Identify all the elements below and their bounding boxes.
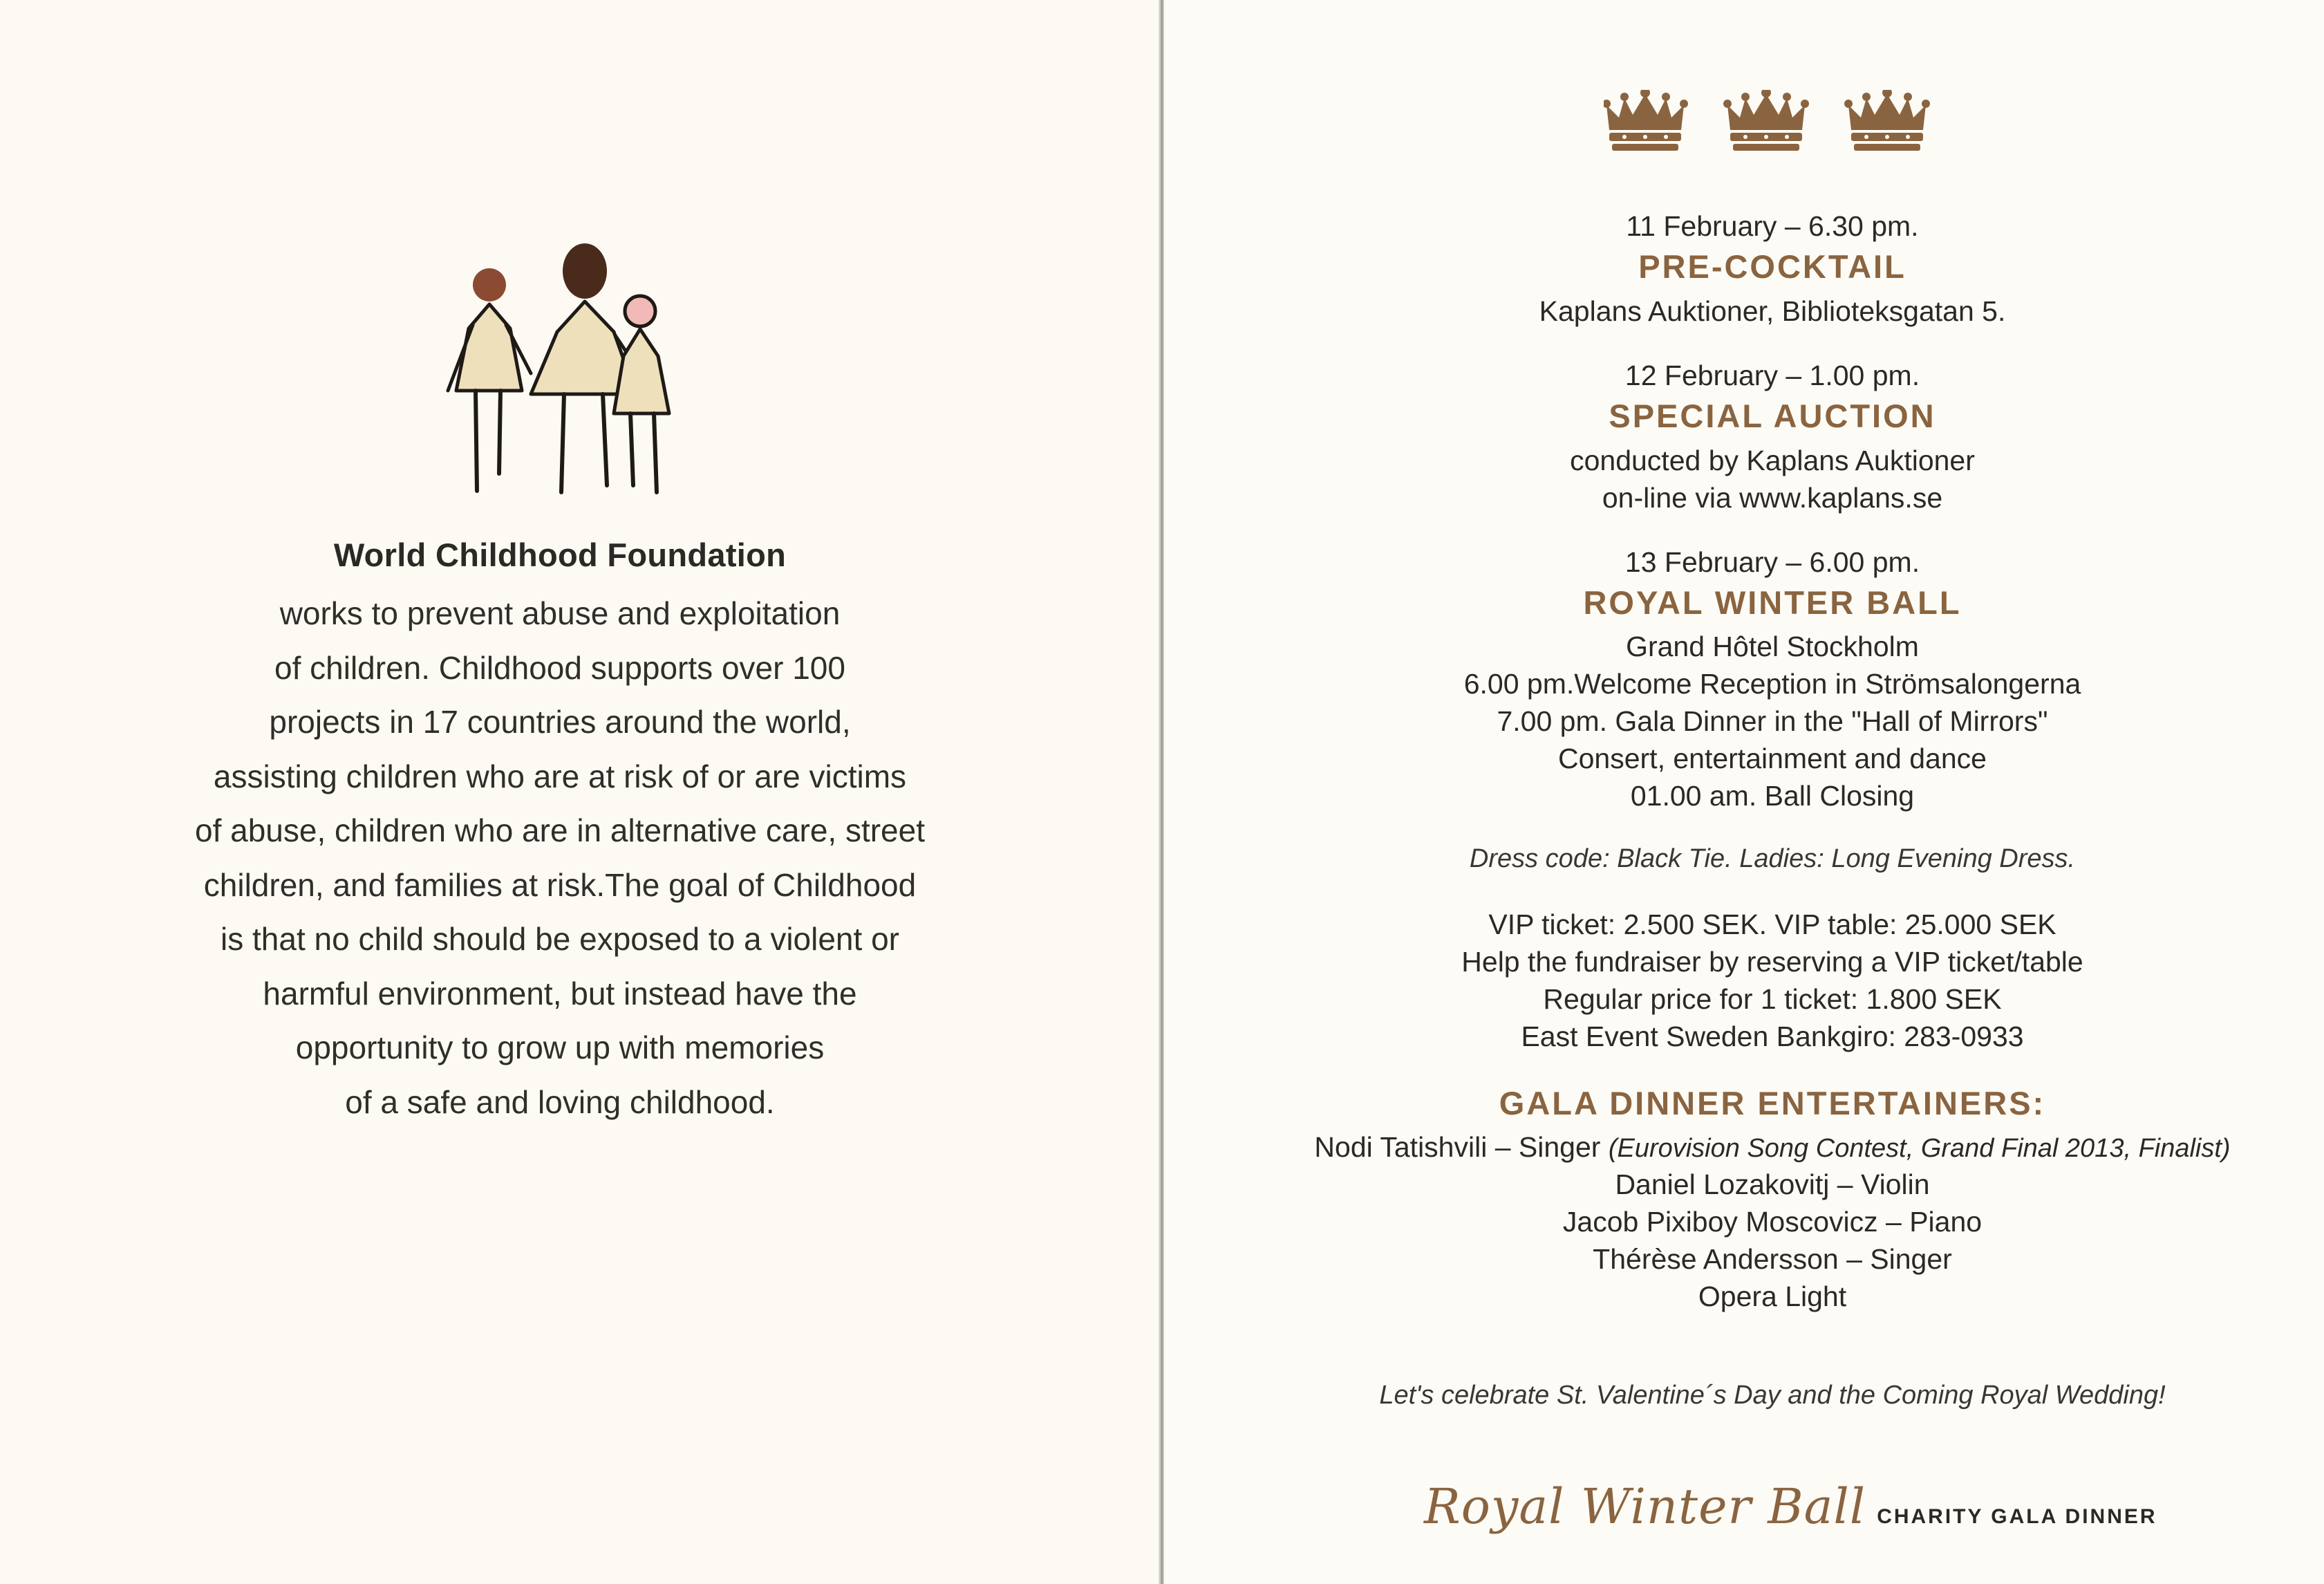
event3-line: 01.00 am. Ball Closing	[1630, 780, 1915, 812]
event1-date: 11 February – 6.30 pm.	[1626, 210, 1919, 242]
signature-script: Royal Winter Ball	[1424, 1478, 1866, 1535]
body-line: assisting children who are at risk of or are victims	[213, 758, 907, 794]
body-line: of a safe and loving childhood.	[345, 1083, 775, 1120]
left-page	[0, 0, 1160, 1584]
body-line: projects in 17 countries around the world,	[269, 704, 851, 740]
event3-line: 7.00 pm. Gala Dinner in the "Hall of Mirrors"	[1497, 705, 2048, 737]
event2-title: SPECIAL AUCTION	[1609, 398, 1936, 434]
event1-title: PRE-COCKTAIL	[1638, 248, 1906, 285]
family-figures-icon	[429, 235, 705, 505]
event-signature	[1424, 1478, 2191, 1540]
dress-code: Dress code: Black Tie. Ladies: Long Evening Dress.	[1469, 844, 2076, 873]
event3-line: 6.00 pm.Welcome Reception in Strömsalongerna	[1463, 668, 2081, 700]
event3-title: ROYAL WINTER BALL	[1583, 584, 1962, 621]
entertainer-note: (Eurovision Song Contest, Grand Final 2013, Finalist)	[1608, 1134, 2231, 1163]
event2-date: 12 February – 1.00 pm.	[1624, 360, 1920, 391]
body-line: children, and families at risk.The goal of Childhood	[203, 866, 917, 903]
event3-line: Consert, entertainment and dance	[1558, 743, 1987, 774]
crown-icon	[1844, 90, 1930, 151]
crown-icon	[1723, 90, 1809, 151]
page-fold	[1159, 0, 1164, 1584]
entertainer-line: Daniel Lozakovitj – Violin	[1615, 1168, 1930, 1200]
event2-line: on-line via www.kaplans.se	[1602, 482, 1943, 514]
body-line: is that no child should be exposed to a violent or	[221, 921, 899, 957]
event3-date: 13 February – 6.00 pm.	[1624, 546, 1920, 578]
foundation-description	[159, 586, 961, 1129]
crown-icon	[1604, 90, 1688, 151]
body-line: of children. Childhood supports over 100	[274, 649, 845, 686]
event3-line: Grand Hôtel Stockholm	[1626, 631, 1919, 662]
body-line: of abuse, children who are in alternative care, street	[194, 812, 926, 848]
body-line: works to prevent abuse and exploitation	[279, 595, 841, 631]
ticket-line: East Event Sweden Bankgiro: 283-0933	[1521, 1021, 2024, 1052]
ticket-line: Help the fundraiser by reserving a VIP ticket/table	[1461, 946, 2083, 978]
event1-location: Kaplans Auktioner, Biblioteksgatan 5.	[1539, 295, 2006, 327]
ticket-line: VIP ticket: 2.500 SEK. VIP table: 25.000 SEK	[1488, 909, 2056, 940]
ticket-line: Regular price for 1 ticket: 1.800 SEK	[1543, 983, 2002, 1015]
entertainer-line: Opera Light	[1698, 1280, 1847, 1312]
entertainer-name: Nodi Tatishvili – Singer	[1314, 1131, 1609, 1163]
signature-small: CHARITY GALA DINNER	[1877, 1505, 2157, 1528]
entertainer-line: Thérèse Andersson – Singer	[1593, 1243, 1952, 1275]
entertainers-title: GALA DINNER ENTERTAINERS:	[1499, 1085, 2046, 1121]
event2-line: conducted by Kaplans Auktioner	[1570, 445, 1975, 476]
body-line: opportunity to grow up with memories	[295, 1029, 825, 1065]
closing-line: Let's celebrate St. Valentine´s Day and the Coming Royal Wedding!	[1379, 1381, 2166, 1410]
entertainer-first	[1268, 1128, 2277, 1167]
entertainer-line: Jacob Pixiboy Moscovicz – Piano	[1562, 1206, 1983, 1238]
crown-row	[1604, 90, 1942, 156]
body-line: harmful environment, but instead have the	[263, 975, 857, 1012]
foundation-name: World Childhood Foundation	[333, 537, 787, 573]
